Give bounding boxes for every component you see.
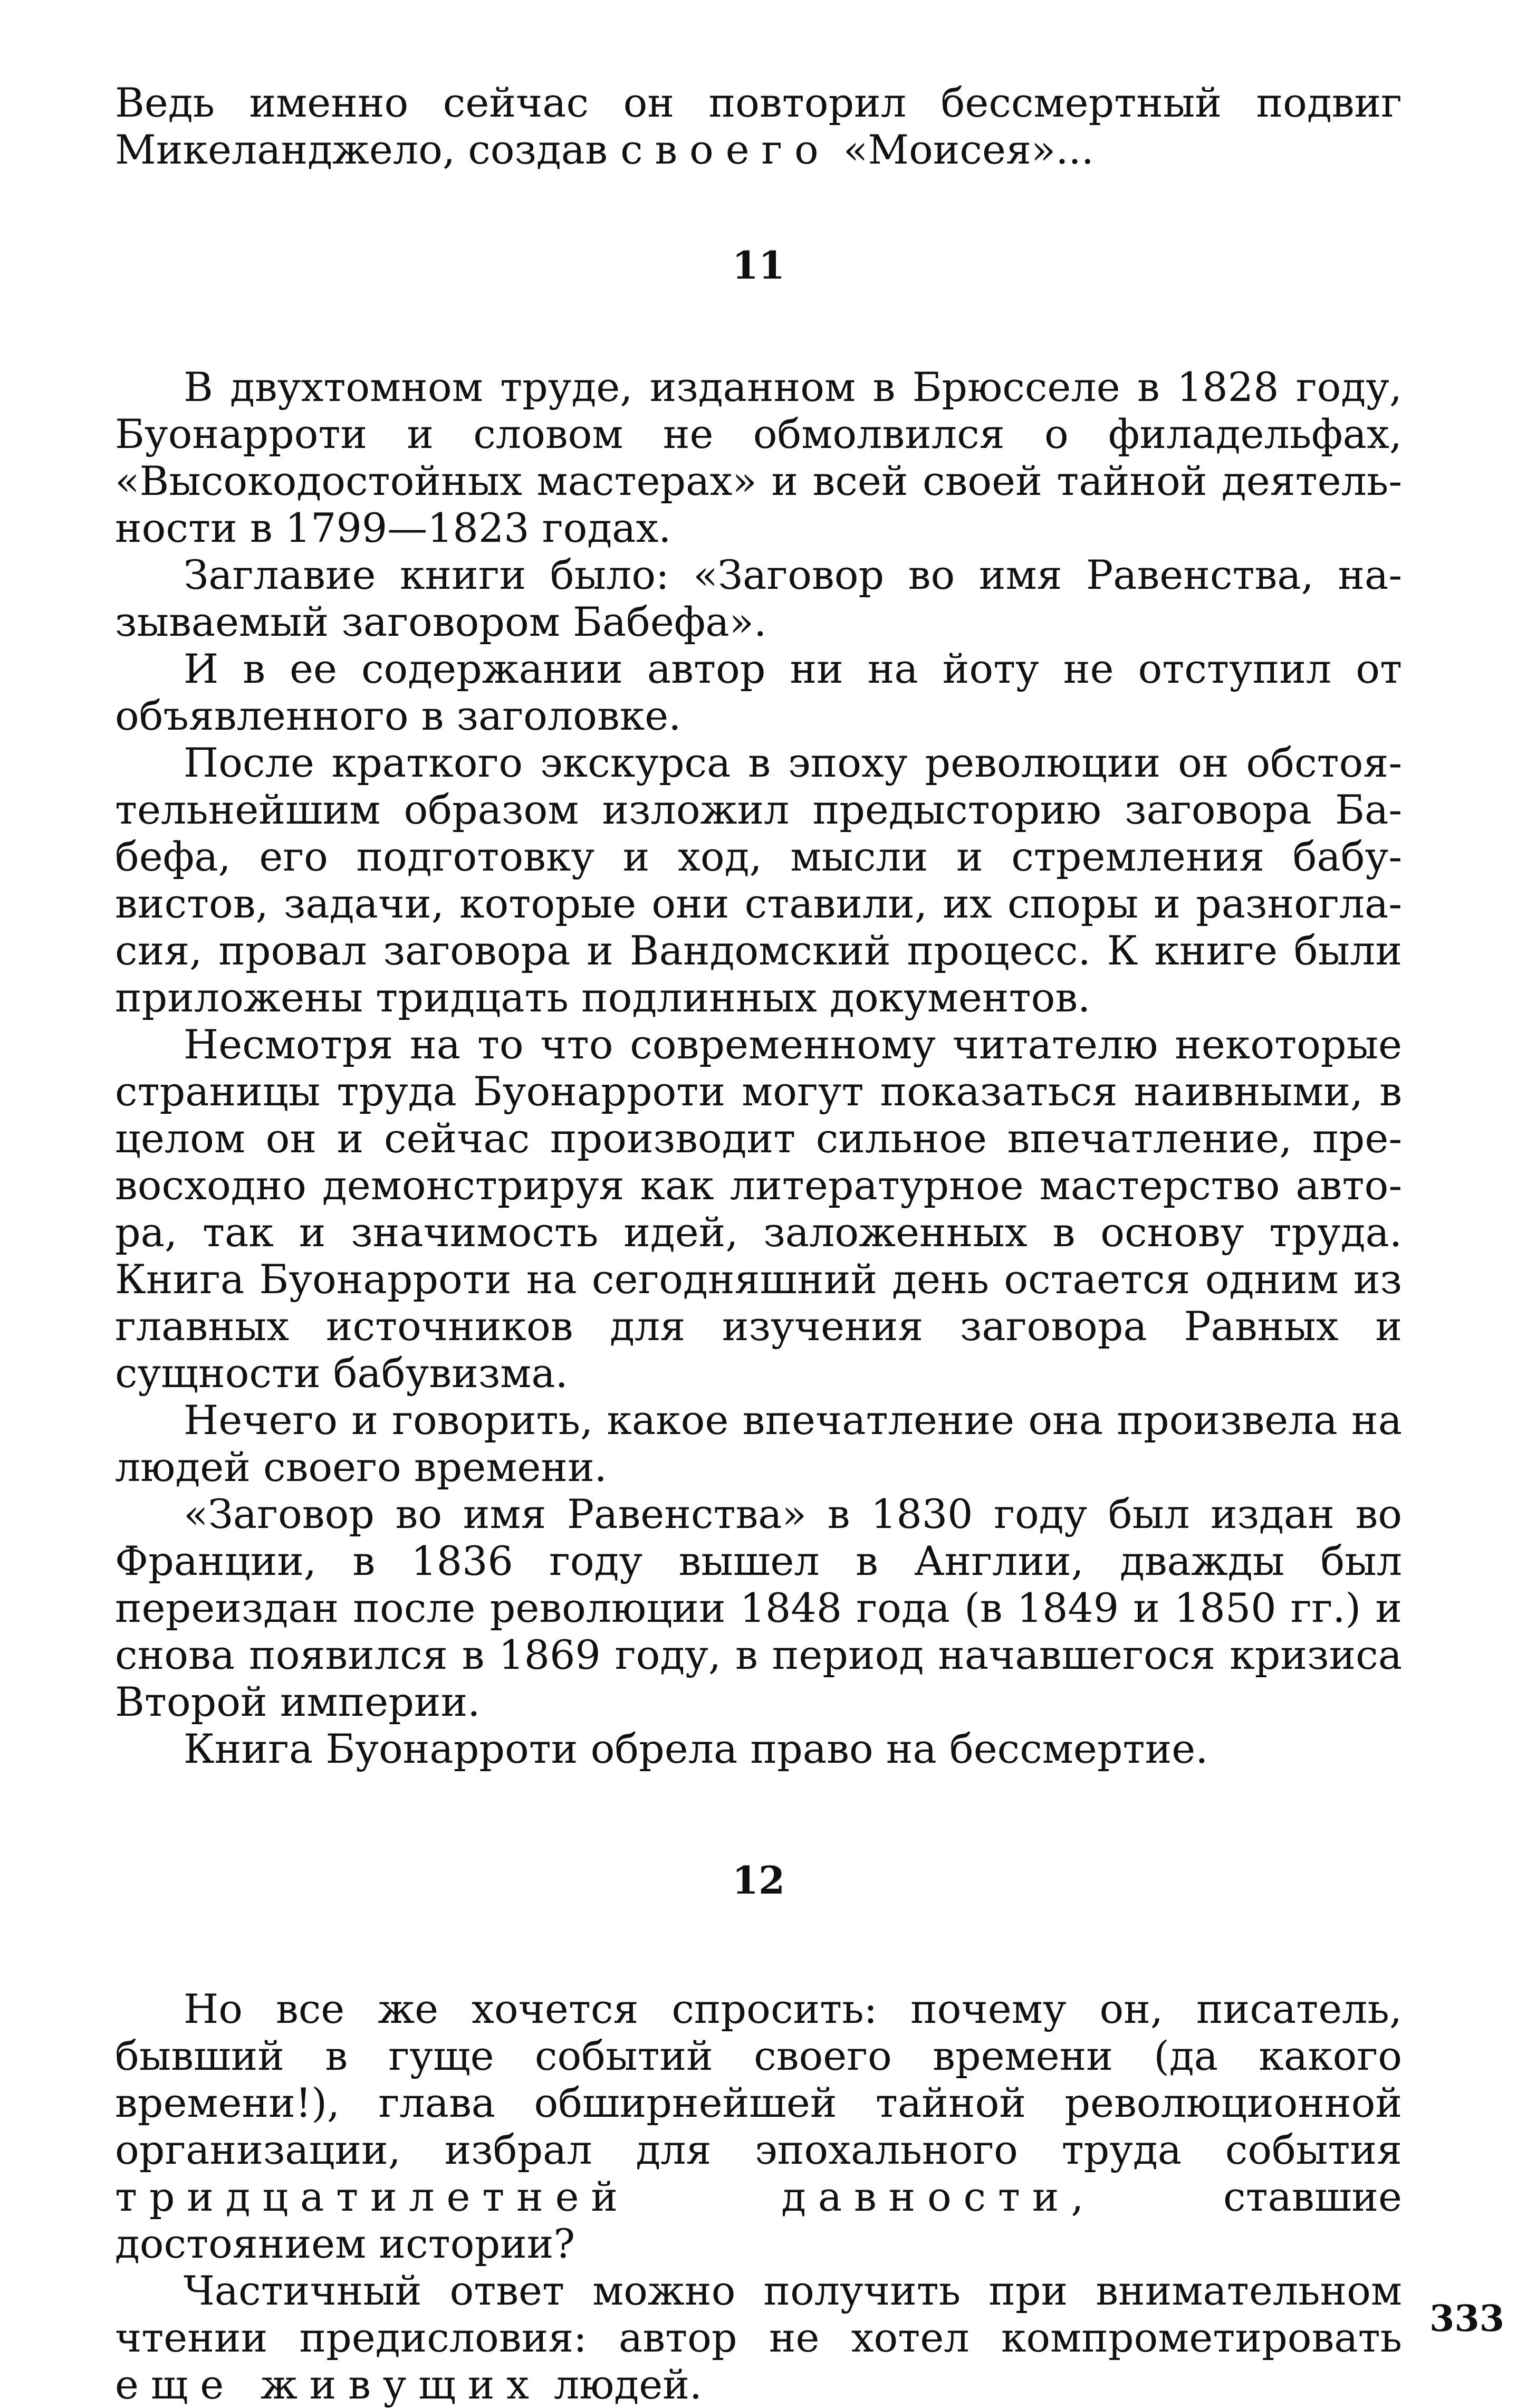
spaced-phrase: еще живущих [115, 2361, 541, 2408]
paragraph-text: , ставшие достоянием истории? [115, 2173, 1402, 2267]
paragraph: Нечего и говорить, какое впечатление она произвела на людей своего времени. [115, 1397, 1402, 1490]
intro-spaced-word: своего [620, 126, 831, 173]
paragraph-text: Но все же хочется спросить: почему он, писатель, бывший в гуще событий своего времени (да какого времени!), глава обширнейшей тайной революционной организации, избрал для эпохального труда события [115, 1985, 1402, 2173]
page-number: 333 [1429, 2298, 1504, 2340]
book-page [115, 79, 1402, 2408]
paragraph [115, 1985, 1402, 2267]
paragraph: Несмотря на то что современному читателю некоторые страницы труда Буонарроти могут показаться наивными, в целом он и сейчас производит сильное впечатление, превосходно демонстрируя как литературное мастерство автора, так и значимость идей, заложенных в основу труда. Книга Буонарроти на сегодняшний день остается одним из главных источников для изучения заговора Равных и сущности бабувизма. [115, 1021, 1402, 1397]
paragraph: После краткого экскурса в эпоху революции он обстоятельнейшим образом изложил предысторию заговора Бабефа, его подготовку и ход, мысли и стремления бабувистов, задачи, которые они ставили, их споры и разногласия, провал заговора и Вандомский процесс. К книге были приложены тридцать подлинных документов. [115, 739, 1402, 1021]
paragraph: Заглавие книги было: «Заговор во имя Равенства, называемый заговором Бабефа». [115, 551, 1402, 645]
paragraph: Книга Буонарроти обрела право на бессмертие. [184, 1725, 1208, 1772]
paragraph: И в ее содержании автор ни на йоту не отступил от объявленного в заголовке. [115, 645, 1402, 739]
paragraph [115, 2267, 1402, 2408]
intro-text-after: «Моисея»... [830, 126, 1094, 173]
paragraph-text: Частичный ответ можно получить при внимательном чтении предисловия: автор не хотел компрометировать [115, 2267, 1402, 2361]
intro-paragraph [115, 79, 1402, 173]
paragraph: В двухтомном труде, изданном в Брюсселе в 1828 году, Буонарроти и словом не обмолвился о филадельфах, «Высокодостойных мастерах» и всей своей тайной деятельности в 1799—1823 годах. [115, 364, 1402, 551]
spaced-phrase: тридцатилетней давности [115, 2173, 1071, 2220]
paragraph: «Заговор во имя Равенства» в 1830 году был издан во Франции, в 1836 году вышел в Англии, дважды был переиздан после революции 1848 года (в 1849 и 1850 гг.) и снова появился в 1869 году, в период начавшегося кризиса Второй империи. [115, 1490, 1402, 1725]
section-number-12: 12 [732, 1858, 785, 1903]
paragraph-text: людей. [541, 2361, 702, 2408]
section-number-11: 11 [732, 243, 785, 288]
intro-text-before: Ведь именно сейчас он повторил бессмертный подвиг Микеланджело, создав [115, 79, 1402, 173]
